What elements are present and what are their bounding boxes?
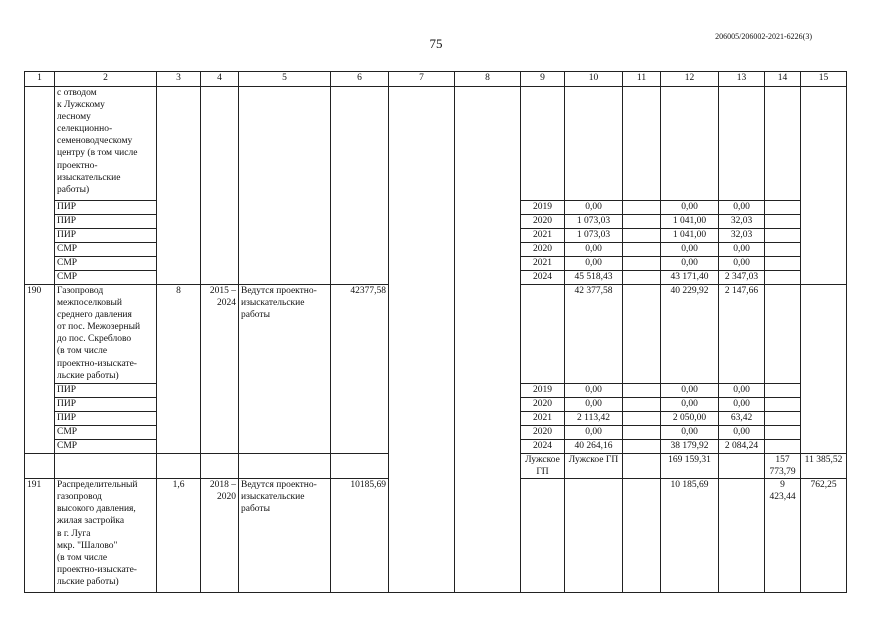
item-status: Ведутся проектно- изыскательские работы [239,285,331,454]
stage-year: 2021 [521,257,565,271]
table-cell [765,285,801,384]
value-regional: 1 041,00 [661,229,719,243]
table-cell [623,384,661,398]
value-local: 0,00 [719,243,765,257]
stage-type: СМР [55,426,157,440]
stage-type: СМР [55,440,157,454]
value-total: 10 185,69 [661,479,719,593]
value-total: 2 113,42 [565,412,623,426]
table-cell [623,87,661,201]
item-years: 2018 – 2020 [201,479,239,593]
item-capacity: 1,6 [157,479,201,593]
table-cell [239,454,331,479]
item-status: Ведутся проектно- изыскательские работы [239,479,331,593]
table-cell [623,454,661,479]
stage-type: ПИР [55,215,157,229]
value-total: 1 073,03 [565,215,623,229]
table-cell [765,412,801,426]
column-header: 8 [455,72,521,87]
value-local: 0,00 [719,384,765,398]
value-total: 0,00 [565,257,623,271]
value-regional: 9 423,44 [765,479,801,593]
table-cell [719,454,765,479]
table-cell [521,479,565,593]
stage-type: ПИР [55,201,157,215]
value-total: 40 264,16 [565,440,623,454]
stage-year: 2021 [521,412,565,426]
column-header: 2 [55,72,157,87]
table-cell [157,454,201,479]
table-cell [25,87,55,285]
table-cell [765,440,801,454]
stage-type: ПИР [55,398,157,412]
table-cell [331,87,389,285]
value-local: 63,42 [719,412,765,426]
value-total: 0,00 [565,384,623,398]
stage-year: 2020 [521,426,565,440]
item-name: Распределительный газопровод высокого давления, жилая застройка в г. Луга мкр. "Шалово" (в том числе проектно-изыскате- льские работы) [55,479,157,593]
table-header-row [25,72,847,87]
value-regional: 38 179,92 [661,440,719,454]
stage-year: 2019 [521,201,565,215]
stage-type: ПИР [55,412,157,426]
column-header: 7 [389,72,455,87]
stage-year: 2020 [521,215,565,229]
value-regional: 43 171,40 [661,271,719,285]
value-total: 0,00 [565,201,623,215]
table-cell [331,454,389,479]
table-cell [623,257,661,271]
value-regional: 0,00 [661,257,719,271]
page-number: 75 [429,36,443,51]
table-cell [565,87,623,201]
subtotal-local: 11 385,52 [801,454,847,479]
column-header: 10 [565,72,623,87]
table-cell [765,243,801,257]
table-cell [157,87,201,285]
register-table [24,71,847,593]
column-header: 9 [521,72,565,87]
item-years: 2015 – 2024 [201,285,239,454]
stage-year: 2024 [521,440,565,454]
value-local: 0,00 [719,398,765,412]
document-code: 206005/206002-2021-6226(3) [715,32,812,41]
item-name: Газопровод межпоселковый среднего давления от пос. Межозерный до пос. Скреблово (в том числе проектно-изыскате- льские работы) [55,285,157,384]
value-regional: 0,00 [661,426,719,440]
table-cell [25,454,55,479]
value-total: 1 073,03 [565,229,623,243]
table-cell [623,440,661,454]
column-header: 11 [623,72,661,87]
value-regional: 40 229,92 [661,285,719,384]
table-cell [239,87,331,285]
value-local: 32,03 [719,215,765,229]
value-regional: 0,00 [661,384,719,398]
value-regional: 2 050,00 [661,412,719,426]
table-cell [661,87,719,201]
subtotal-total: 169 159,31 [661,454,719,479]
value-total: 0,00 [565,243,623,257]
value-regional: 0,00 [661,201,719,215]
table-cell [765,87,801,201]
table-cell [765,384,801,398]
value-regional: 0,00 [661,243,719,257]
table-cell [765,398,801,412]
table-cell [455,87,521,593]
continuation-main-row [25,87,847,201]
item-capacity: 8 [157,285,201,454]
item-cost: 42377,58 [331,285,389,454]
table-cell [719,479,765,593]
table-cell [201,454,239,479]
value-total: 0,00 [565,426,623,440]
table-cell [565,479,623,593]
table-cell [521,285,565,384]
table-cell [623,285,661,384]
table-cell [389,87,455,593]
table-cell [719,87,765,201]
value-local: 32,03 [719,229,765,243]
column-header: 3 [157,72,201,87]
table-cell [623,479,661,593]
value-local: 2 084,24 [719,440,765,454]
table-cell [201,87,239,285]
value-local: 762,25 [801,479,847,593]
table-cell [801,87,847,285]
municipality-cell: Лужское ГП [521,454,565,479]
stage-type: ПИР [55,229,157,243]
value-local: 0,00 [719,257,765,271]
value-total: 42 377,58 [565,285,623,384]
column-header: 12 [661,72,719,87]
stage-type: СМР [55,257,157,271]
column-header: 4 [201,72,239,87]
stage-type: СМР [55,243,157,257]
subtotal-regional: 157 773,79 [765,454,801,479]
value-regional: 1 041,00 [661,215,719,229]
value-local: 0,00 [719,201,765,215]
stage-year: 2019 [521,384,565,398]
value-local: 0,00 [719,426,765,440]
column-header: 15 [801,72,847,87]
stage-year: 2021 [521,229,565,243]
table-cell [623,229,661,243]
value-total: 0,00 [565,398,623,412]
municipality-cell: Лужское ГП [565,454,623,479]
table-cell [623,426,661,440]
stage-year: 2020 [521,398,565,412]
table-cell [521,87,565,201]
column-header: 14 [765,72,801,87]
table-cell [765,271,801,285]
stage-type: СМР [55,271,157,285]
item-number: 190 [25,285,55,454]
item-cost: 10185,69 [331,479,389,593]
table-cell [623,398,661,412]
column-header: 1 [25,72,55,87]
table-cell [765,215,801,229]
table-cell [623,271,661,285]
table-cell [765,201,801,215]
column-header: 13 [719,72,765,87]
table-cell [765,426,801,440]
stage-type: ПИР [55,384,157,398]
item-number: 191 [25,479,55,593]
table-cell [765,229,801,243]
table-cell [55,454,157,479]
table-cell [623,215,661,229]
value-total: 45 518,43 [565,271,623,285]
column-header: 5 [239,72,331,87]
stage-year: 2020 [521,243,565,257]
item-name: с отводом к Лужскому лесному селекционно- семеноводческому центру (в том числе проектно- изыскательские работы) [55,87,157,201]
table-cell [765,257,801,271]
table-cell [623,243,661,257]
table-cell [801,285,847,454]
table-cell [623,201,661,215]
column-header: 6 [331,72,389,87]
stage-year: 2024 [521,271,565,285]
value-local: 2 147,66 [719,285,765,384]
value-regional: 0,00 [661,398,719,412]
table-cell [623,412,661,426]
value-local: 2 347,03 [719,271,765,285]
